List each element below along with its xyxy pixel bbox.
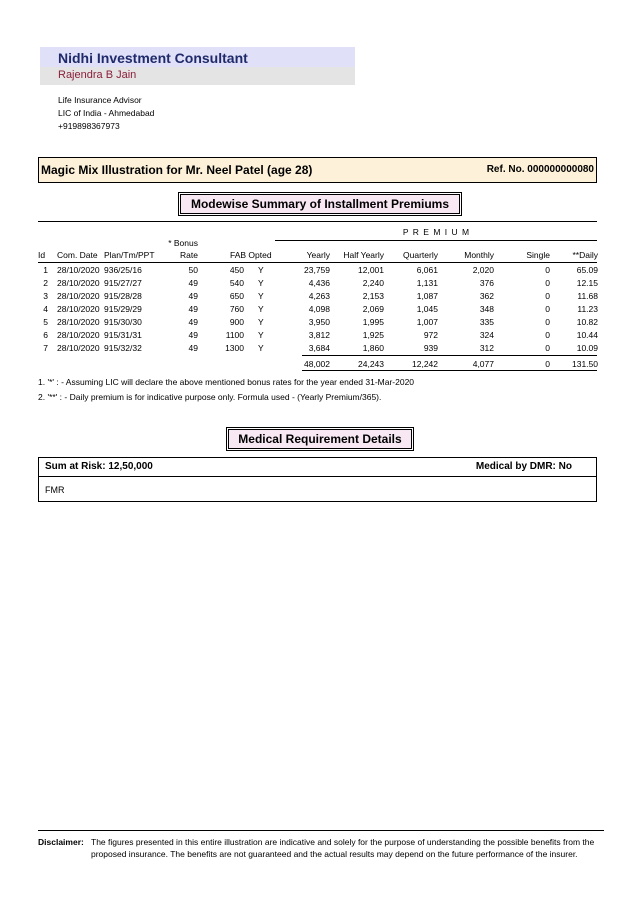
note-daily: 2. '**' : - Daily premium is for indicative purpose only. Formula used - (Yearly Premium/365). [38,392,382,402]
cell-bonus: 49 [188,291,198,301]
cell-fab-opted: Y [258,291,264,301]
cell-fab-opted: Y [258,265,264,275]
cell-bonus: 49 [188,330,198,340]
cell-bonus: 49 [188,343,198,353]
cell-com-date: 28/10/2020 [57,317,100,327]
cell-quarterly: 1,007 [416,317,438,327]
advisor-name-bar [40,67,355,85]
total-yearly: 48,002 [304,359,330,369]
cell-id: 6 [43,330,48,340]
cell-yearly: 4,098 [308,304,330,314]
cell-daily: 11.23 [577,304,598,314]
cell-single: 0 [545,278,550,288]
cell-fab-opted: Y [258,343,264,353]
cell-fab: 1300 [225,343,244,353]
advisor-branch: LIC of India - Ahmedabad [58,108,155,118]
cell-daily: 10.44 [576,330,598,340]
cell-fab-opted: Y [258,330,264,340]
cell-yearly: 3,812 [308,330,330,340]
advisor-title: Life Insurance Advisor [58,95,142,105]
illustration-title: Magic Mix Illustration for Mr. Neel Patel (age 28) [41,163,313,177]
cell-plan: 915/30/30 [104,317,142,327]
cell-yearly: 4,263 [308,291,330,301]
cell-quarterly: 939 [423,343,438,353]
cell-fab-opted: Y [258,304,264,314]
cell-daily: 11.68 [577,291,598,301]
col-header-daily: **Daily [572,250,598,260]
cell-com-date: 28/10/2020 [57,278,100,288]
cell-monthly: 376 [479,278,494,288]
cell-single: 0 [545,291,550,301]
cell-com-date: 28/10/2020 [57,304,100,314]
cell-fab: 540 [229,278,244,288]
cell-yearly: 23,759 [304,265,330,275]
cell-monthly: 2,020 [472,265,494,275]
medical-details-box [38,457,597,502]
col-header-monthly: Monthly [464,250,494,260]
cell-quarterly: 1,045 [416,304,438,314]
col-header-bonus-bottom: Rate [180,250,198,260]
illustration-title-bar [38,157,597,183]
cell-yearly: 3,684 [308,343,330,353]
cell-fab: 760 [229,304,244,314]
cell-single: 0 [545,343,550,353]
summary-heading: Modewise Summary of Installment Premiums [180,194,460,214]
cell-bonus: 50 [188,265,198,275]
company-name: Nidhi Investment Consultant [58,50,248,66]
advisor-name: Rajendra B Jain [58,69,137,81]
cell-fab: 650 [229,291,244,301]
cell-plan: 915/29/29 [104,304,142,314]
cell-id: 3 [43,291,48,301]
premium-group-rule [275,240,597,241]
col-header-fab: FAB Opted [230,250,272,260]
cell-half-yearly: 12,001 [358,265,384,275]
cell-plan: 936/25/16 [104,265,142,275]
cell-half-yearly: 2,069 [362,304,384,314]
medical-requirement: FMR [45,485,65,495]
cell-half-yearly: 2,240 [362,278,384,288]
disclaimer [38,836,604,860]
col-header-bonus-top: * Bonus [168,238,198,248]
cell-fab: 900 [229,317,244,327]
total-monthly: 4,077 [472,359,494,369]
col-header-com-date: Com. Date [57,250,98,260]
totals-bottom-rule [302,370,597,371]
note-bonus: 1. '*' : - Assuming LIC will declare the above mentioned bonus rates for the year ended 31-Mar-2020 [38,377,415,387]
cell-plan: 915/27/27 [104,278,142,288]
cell-quarterly: 972 [423,330,438,340]
cell-fab: 450 [229,265,244,275]
cell-bonus: 49 [188,278,198,288]
cell-bonus: 49 [188,317,198,327]
total-quarterly: 12,242 [412,359,438,369]
total-daily: 131.50 [572,359,598,369]
cell-yearly: 4,436 [308,278,330,288]
header-bottom-rule [38,262,597,263]
totals-top-rule [302,355,597,356]
cell-daily: 65.09 [576,265,598,275]
cell-monthly: 348 [479,304,494,314]
total-half-yearly: 24,243 [358,359,384,369]
cell-id: 7 [43,343,48,353]
col-header-single: Single [526,250,550,260]
cell-plan: 915/32/32 [104,343,142,353]
cell-fab-opted: Y [258,278,264,288]
premium-group-label: P R E M I U M [402,227,471,237]
cell-quarterly: 1,087 [416,291,438,301]
sum-at-risk: Sum at Risk: 12,50,000 [45,461,153,472]
cell-com-date: 28/10/2020 [57,291,100,301]
medical-divider [39,476,596,477]
col-header-id: Id [38,250,46,260]
total-single: 0 [545,359,550,369]
cell-monthly: 312 [479,343,494,353]
cell-single: 0 [545,317,550,327]
cell-id: 4 [43,304,48,314]
company-name-bar [40,47,355,67]
cell-yearly: 3,950 [308,317,330,327]
cell-id: 1 [43,265,48,275]
cell-daily: 10.82 [576,317,598,327]
cell-monthly: 324 [479,330,494,340]
cell-com-date: 28/10/2020 [57,343,100,353]
cell-half-yearly: 2,153 [362,291,384,301]
col-header-yearly: Yearly [306,250,330,260]
cell-plan: 915/28/28 [104,291,142,301]
cell-daily: 10.09 [576,343,598,353]
cell-id: 5 [43,317,48,327]
cell-single: 0 [545,265,550,275]
table-top-rule [38,221,597,222]
cell-com-date: 28/10/2020 [57,330,100,340]
cell-bonus: 49 [188,304,198,314]
cell-half-yearly: 1,860 [362,343,384,353]
col-header-plan: Plan/Tm/PPT [104,250,155,260]
cell-single: 0 [545,304,550,314]
col-header-quarterly: Quarterly [403,250,438,260]
cell-quarterly: 1,131 [416,278,438,288]
cell-monthly: 335 [479,317,494,327]
disclaimer-rule [38,830,604,831]
col-header-half-yearly: Half Yearly [343,250,384,260]
advisor-phone: +919898367973 [58,121,120,131]
medical-by-dmr: Medical by DMR: No [475,461,572,472]
cell-half-yearly: 1,995 [362,317,384,327]
cell-monthly: 362 [479,291,494,301]
medical-heading: Medical Requirement Details [228,429,412,449]
cell-com-date: 28/10/2020 [57,265,100,275]
cell-daily: 12.15 [576,278,598,288]
disclaimer-text: The figures presented in this entire illustration are indicative and solely for the purpose of understanding the possible benefits from the proposed insurance. The benefits are not guaranteed and the actual results may depend on the future performance of the insurer. [91,837,595,859]
cell-fab-opted: Y [258,317,264,327]
cell-fab: 1100 [225,330,244,340]
cell-plan: 915/31/31 [104,330,142,340]
cell-id: 2 [43,278,48,288]
cell-quarterly: 6,061 [416,265,438,275]
disclaimer-label: Disclaimer: [38,837,84,847]
cell-single: 0 [545,330,550,340]
cell-half-yearly: 1,925 [362,330,384,340]
reference-number: Ref. No. 000000000080 [486,164,594,175]
